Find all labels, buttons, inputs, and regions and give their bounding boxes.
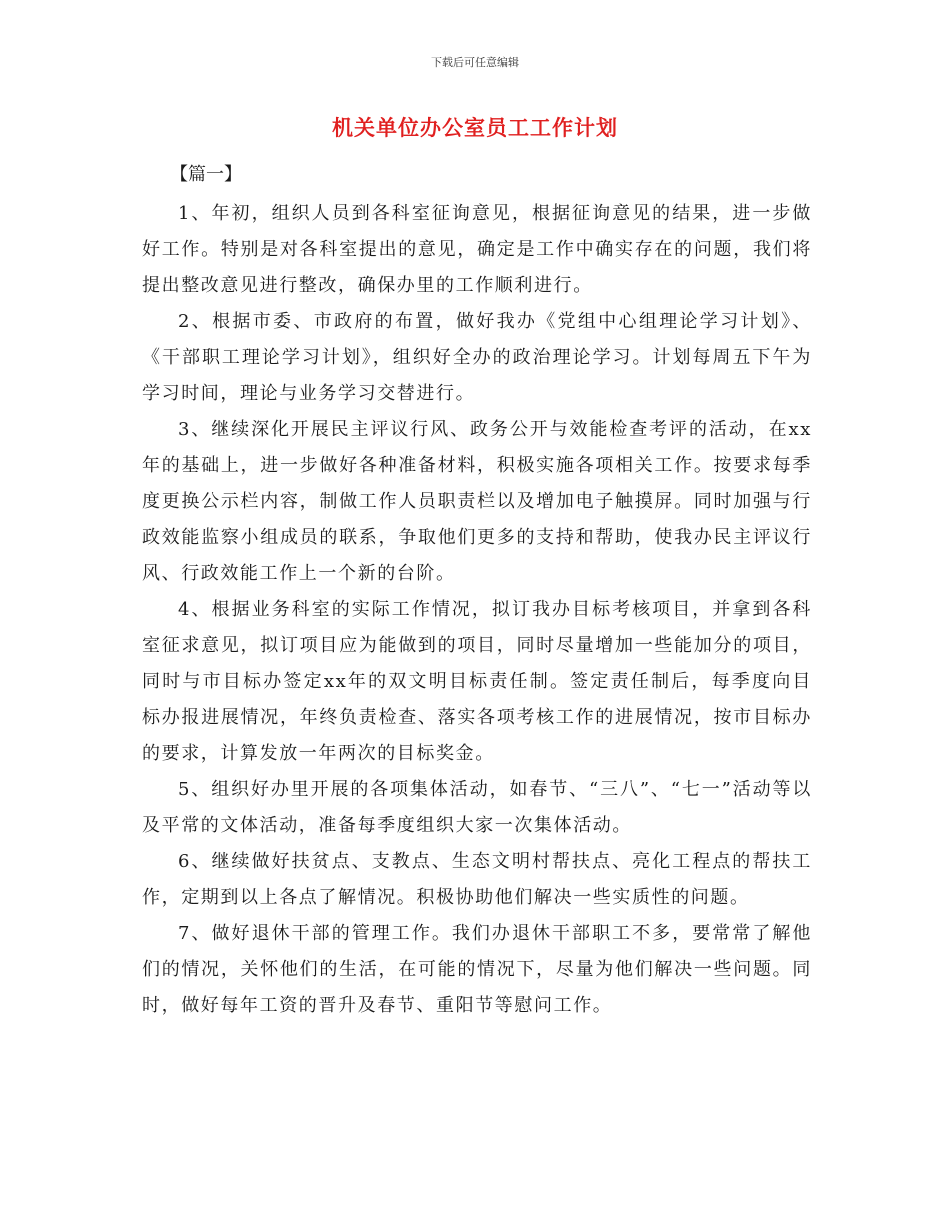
paragraph-7: 7、做好退休干部的管理工作。我们办退休干部职工不多，要常常了解他们的情况，关怀他们的生活，在可能的情况下，尽量为他们解决一些问题。同时，做好每年工资的晋升及春节、重阳节等慰问工作。 <box>142 923 812 1016</box>
section-heading: 【篇一】 <box>170 164 242 185</box>
document-title: 机关单位办公室员工工作计划 <box>332 115 618 140</box>
page-header-note: 下载后可任意编辑 <box>431 56 519 69</box>
paragraph-4: 4、根据业务科室的实际工作情况，拟订我办目标考核项目，并拿到各科室征求意见，拟订项目应为能做到的项目，同时尽量增加一些能加分的项目，同时与市目标办签定xx年的双文明目标责任制。签定责任制后，每季度向目标办报进展情况，年终负责检查、落实各项考核工作的进展情况，按市目标办的要求，计算发放一年两次的目标奖金。 <box>142 599 812 764</box>
paragraph-1: 1、年初，组织人员到各科室征询意见，根据征询意见的结果，进一步做好工作。特别是对各科室提出的意见，确定是工作中确实存在的问题，我们将提出整改意见进行整改，确保办里的工作顺利进行。 <box>142 203 812 296</box>
paragraph-5: 5、组织好办里开展的各项集体活动，如春节、“三八”、“七一”活动等以及平常的文体活动，准备每季度组织大家一次集体活动。 <box>142 779 812 836</box>
paragraph-3: 3、继续深化开展民主评议行风、政务公开与效能检查考评的活动，在xx年的基础上，进一步做好各种准备材料，积极实施各项相关工作。按要求每季度更换公示栏内容，制做工作人员职责栏以及增加电子触摸屏。同时加强与行政效能监察小组成员的联系，争取他们更多的支持和帮助，使我办民主评议行风、行政效能工作上一个新的台阶。 <box>142 419 812 584</box>
paragraph-6: 6、继续做好扶贫点、支教点、生态文明村帮扶点、亮化工程点的帮扶工作，定期到以上各点了解情况。积极协助他们解决一些实质性的问题。 <box>142 851 812 908</box>
paragraph-2: 2、根据市委、市政府的布置，做好我办《党组中心组理论学习计划》、《干部职工理论学习计划》，组织好全办的政治理论学习。计划每周五下午为学习时间，理论与业务学习交替进行。 <box>142 311 812 404</box>
document-body <box>142 196 812 1024</box>
